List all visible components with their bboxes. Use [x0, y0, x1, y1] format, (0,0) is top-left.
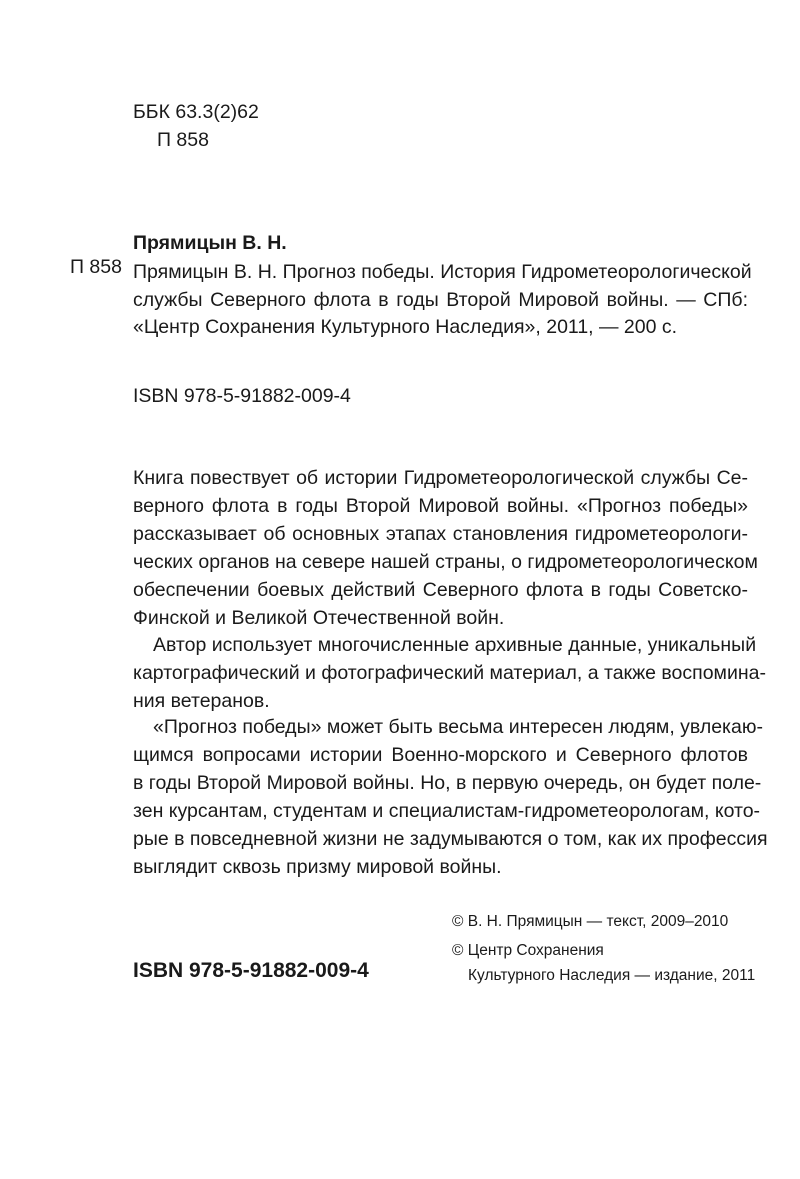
author-sign-side: П 858: [70, 256, 122, 278]
annotation-line: зен курсантам, студентам и специалистам-гидрометеорологам, кото-: [133, 800, 761, 822]
copyright-text: © В. Н. Прямицын — текст, 2009–2010: [452, 913, 729, 930]
bibliography-line: «Центр Сохранения Культурного Наследия», 2011, — 200 с.: [133, 316, 678, 338]
annotation-line: Финской и Великой Отечественной войн.: [133, 607, 505, 629]
isbn-record: ISBN 978-5-91882-009-4: [133, 385, 351, 407]
annotation-line: щимся вопросами истории Военно-морского и Северного флотов: [133, 744, 748, 766]
isbn-bold: ISBN 978-5-91882-009-4: [133, 959, 369, 982]
annotation-line: рые в повседневной жизни не задумываются о том, как их профессия: [133, 828, 768, 850]
annotation-line: верного флота в годы Второй Мировой войны. «Прогноз победы»: [133, 495, 748, 517]
bbk-index: ББК 63.3(2)62: [133, 101, 259, 123]
bibliography-line: службы Северного флота в годы Второй Мировой войны. — СПб:: [133, 289, 748, 311]
copyright-edition: © Центр Сохранения: [452, 942, 604, 959]
annotation-line: рассказывает об основных этапах становления гидрометеорологи-: [133, 523, 748, 545]
annotation-line: выглядит сквозь призму мировой войны.: [133, 856, 502, 878]
annotation-line: Автор использует многочисленные архивные данные, уникальный: [153, 634, 757, 656]
annotation-line: в годы Второй Мировой войны. Но, в первую очередь, он будет поле-: [133, 772, 762, 794]
annotation-line: картографический и фотографический материал, а также воспомина-: [133, 662, 766, 684]
annotation-line: Книга повествует об истории Гидрометеорологической службы Се-: [133, 467, 748, 489]
author-sign-top: П 858: [157, 129, 209, 151]
annotation-line: ческих органов на севере нашей страны, о гидрометеорологическом: [133, 551, 758, 573]
author-heading: Прямицын В. Н.: [133, 232, 287, 254]
annotation-line: «Прогноз победы» может быть весьма интересен людям, увлекаю-: [153, 716, 763, 738]
annotation-line: обеспечении боевых действий Северного флота в годы Советско-: [133, 579, 748, 601]
bibliography-line: Прямицын В. Н. Прогноз победы. История Гидрометеорологической: [133, 261, 752, 283]
copyright-edition-cont: Культурного Наследия — издание, 2011: [468, 967, 756, 984]
annotation-line: ния ветеранов.: [133, 690, 270, 712]
